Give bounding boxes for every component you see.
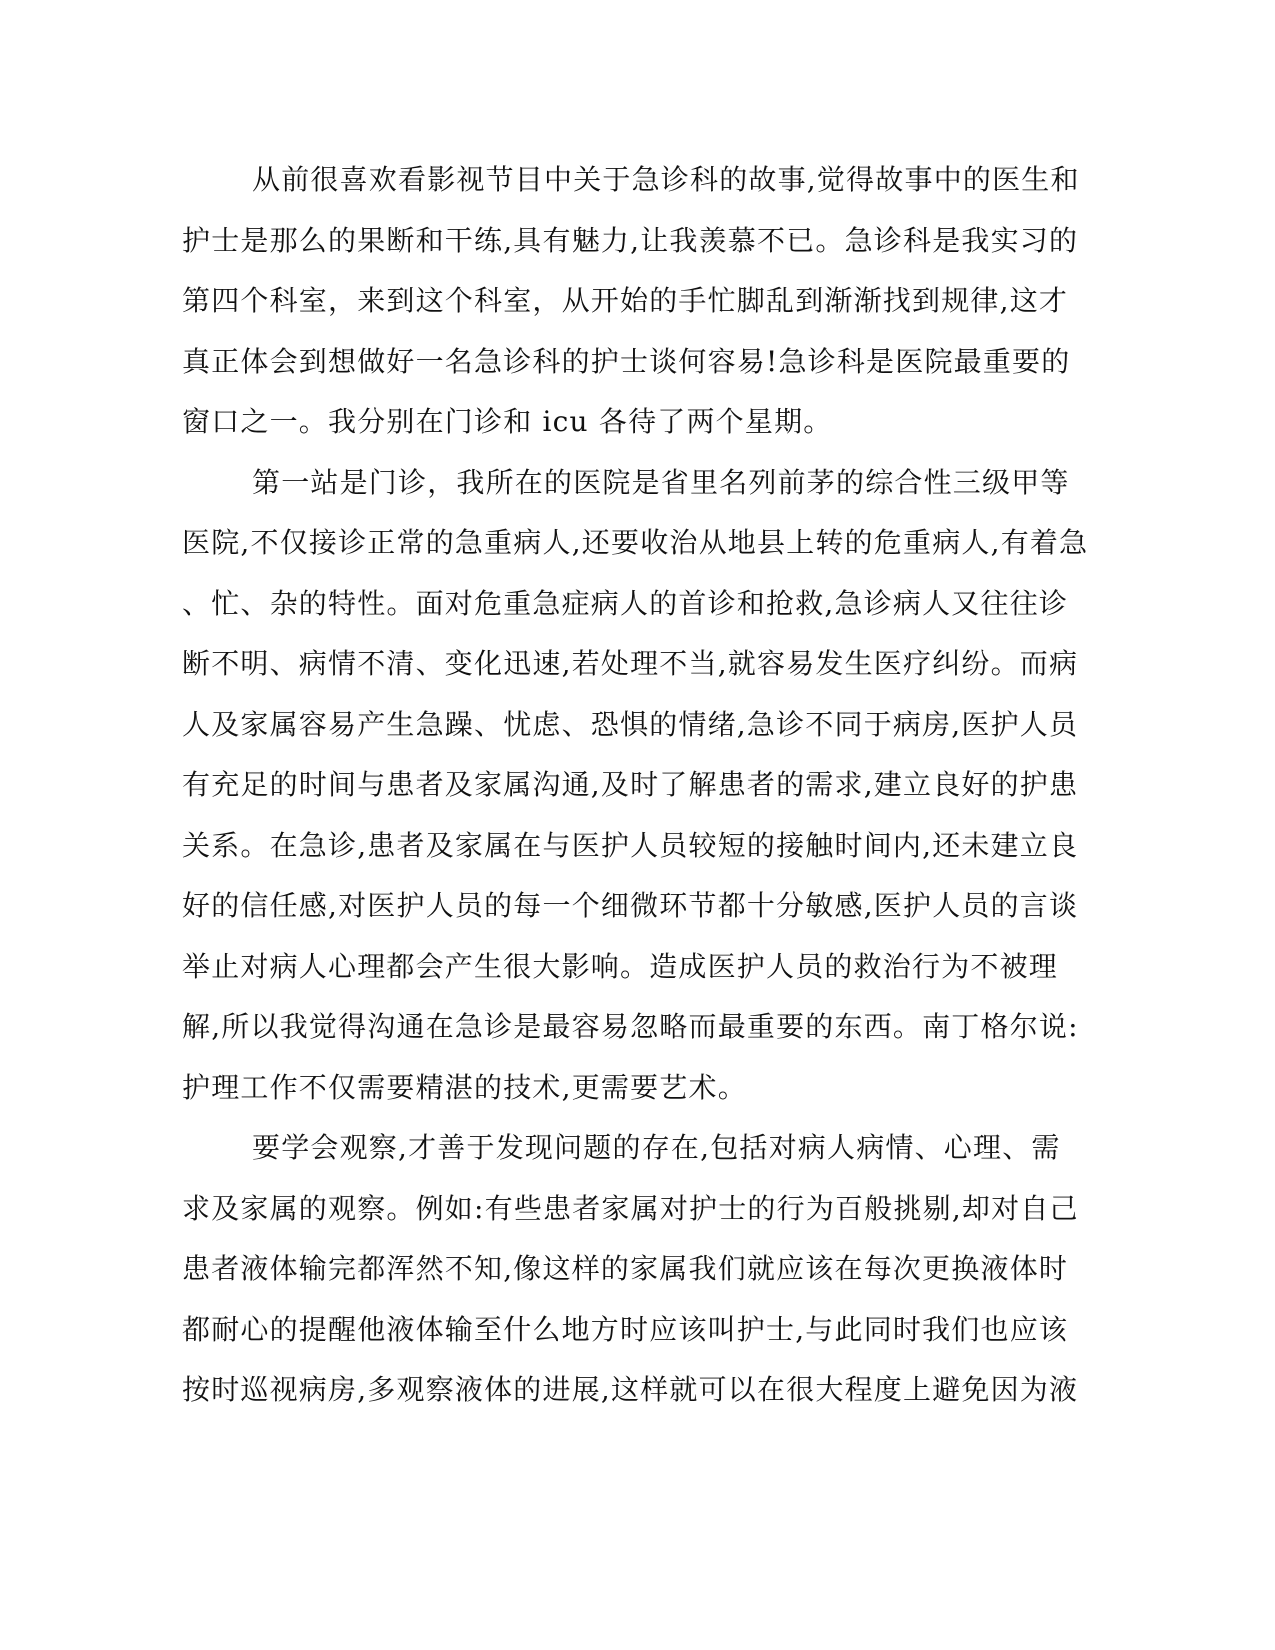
text-line: 好的信任感,对医护人员的每一个细微环节都十分敏感,医护人员的言谈 — [182, 889, 1079, 922]
paragraph-2 — [182, 453, 1089, 1119]
text-line: 人及家属容易产生急躁、忧虑、恐惧的情绪,急诊不同于病房,医护人员 — [182, 707, 1079, 741]
text-line: 护士是那么的果断和干练,具有魅力,让我羡慕不已。急诊科是我实习的 — [182, 223, 1079, 257]
text-line: 护理工作不仅需要精湛的技术,更需要艺术。 — [182, 1070, 747, 1104]
text-line: 第四个科室，来到这个科室，从开始的手忙脚乱到渐渐找到规律,这才 — [182, 284, 1069, 317]
text-line: 医院,不仅接诊正常的急重病人,还要收治从地县上转的危重病人,有着急 — [182, 526, 1089, 559]
text-line: 患者液体输完都浑然不知,像这样的家属我们就应该在每次更换液体时 — [182, 1252, 1069, 1285]
text-line: 第一站是门诊，我所在的医院是省里名列前茅的综合性三级甲等 — [252, 465, 1070, 499]
text-line: 要学会观察,才善于发现问题的存在,包括对病人病情、心理、需 — [252, 1131, 1061, 1164]
text-line: 窗口之一。我分别在门诊和 icu 各待了两个星期。 — [182, 405, 833, 438]
text-line: 断不明、病情不清、变化迅速,若处理不当,就容易发生医疗纠纷。而病 — [182, 647, 1079, 680]
text-line: 举止对病人心理都会产生很大影响。造成医护人员的救治行为不被理 — [182, 949, 1059, 983]
paragraph-1 — [182, 150, 1080, 453]
paragraph-3 — [182, 1118, 1079, 1421]
text-line: 有充足的时间与患者及家属沟通,及时了解患者的需求,建立良好的护患 — [182, 768, 1079, 801]
text-line: 解,所以我觉得沟通在急诊是最容易忽略而最重要的东西。南丁格尔说: — [182, 1010, 1079, 1043]
text-line: 、忙、杂的特性。面对危重急症病人的首诊和抢救,急诊病人又往往诊 — [182, 586, 1069, 620]
text-line: 关系。在急诊,患者及家属在与医护人员较短的接触时间内,还未建立良 — [182, 828, 1079, 862]
text-line: 求及家属的观察。例如:有些患者家属对护士的行为百般挑剔,却对自己 — [182, 1191, 1079, 1225]
text-line: 真正体会到想做好一名急诊科的护士谈何容易!急诊科是医院最重要的 — [182, 344, 1071, 378]
document-page — [182, 150, 1089, 1421]
text-line: 从前很喜欢看影视节目中关于急诊科的故事,觉得故事中的医生和 — [252, 163, 1080, 196]
text-line: 按时巡视病房,多观察液体的进展,这样就可以在很大程度上避免因为液 — [182, 1373, 1079, 1406]
text-line: 都耐心的提醒他液体输至什么地方时应该叫护士,与此同时我们也应该 — [182, 1312, 1069, 1346]
